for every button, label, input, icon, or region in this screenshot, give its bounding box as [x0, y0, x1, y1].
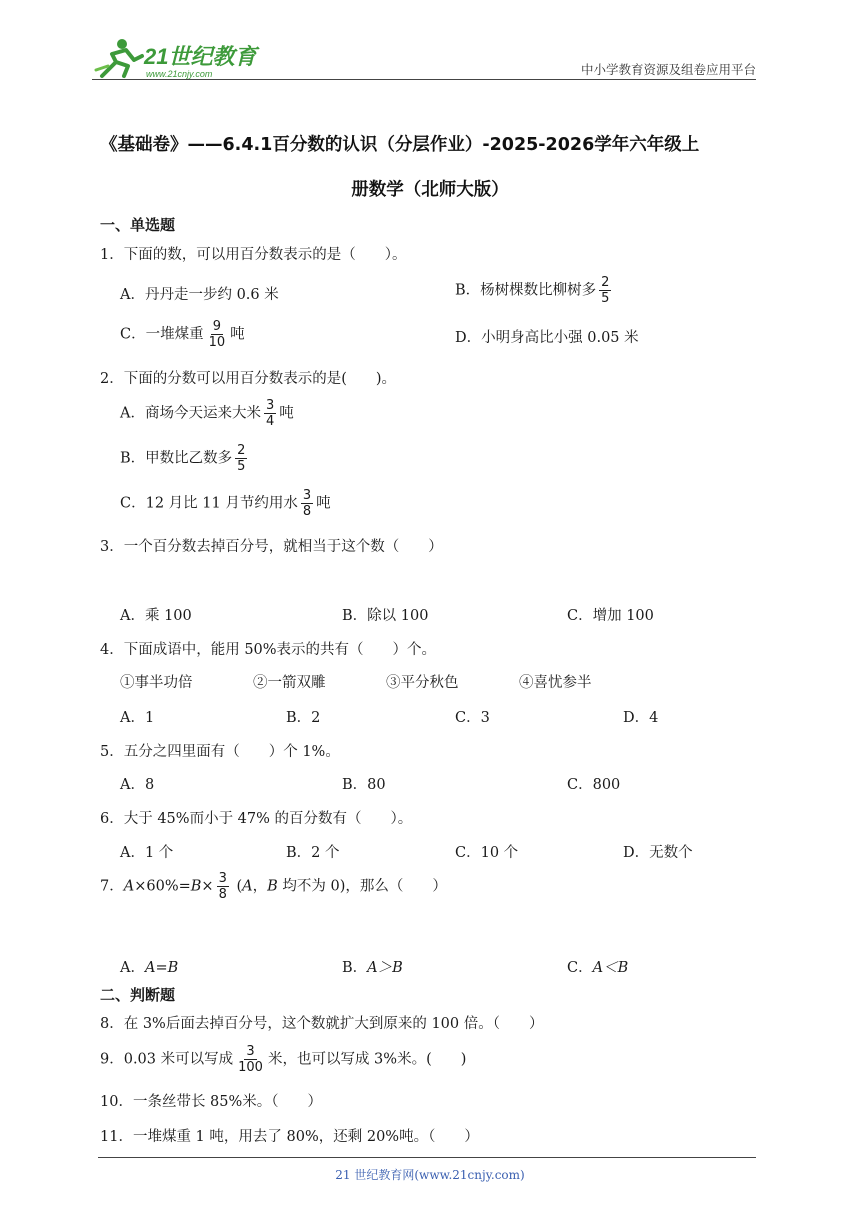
fraction: $\frac{3}{100}$ [238, 1044, 263, 1075]
question-10-stem: 10．一条丝带长 85%米。（ ） [100, 1094, 323, 1110]
page-title-line2: 册数学（北师大版） [351, 180, 509, 200]
fraction: $\frac{2}{5}$ [237, 443, 246, 474]
fraction: $\frac{3}{8}$ [218, 871, 227, 902]
logo-runner-icon [92, 36, 262, 80]
question-11-stem: 11．一堆煤重 1 吨，用去了 80%，还剩 20%吨。（ ） [100, 1129, 479, 1145]
page-title-line1: 《基础卷》——6.4.1百分数的认识（分层作业）-2025-2026学年六年级上 [100, 135, 700, 155]
question-6-stem: 6．大于 45%而小于 47% 的百分数有（ ）。 [100, 811, 413, 827]
question-4-idiom-3: ③平分秋色 [386, 675, 459, 691]
footer-divider [98, 1157, 756, 1158]
fraction: $\frac{9}{10}$ [208, 319, 226, 350]
question-2-option-c: C．12 月比 11 月节约用水 $\frac{3}{8}$ 吨 [120, 488, 331, 519]
question-1-option-c: C．一堆煤重 $\frac{9}{10}$ 吨 [120, 319, 245, 350]
question-1-option-d: D．小明身高比小强 0.05 米 [455, 330, 639, 346]
question-5-option-a: A．8 [120, 777, 155, 793]
question-4-idiom-1: ①事半功倍 [120, 675, 193, 691]
question-2-stem: 2．下面的分数可以用百分数表示的是( )。 [100, 371, 397, 387]
question-4-option-d: D．4 [623, 710, 659, 726]
question-7-stem: 7．A×60%=B× $\frac{3}{8}$ (A，B 均不为 0)，那么（ ） [100, 871, 447, 902]
logo-url: www.21cnjy.com [146, 69, 213, 79]
question-1-option-b: B．杨树棵数比柳树多 $\frac{2}{5}$ [455, 275, 610, 306]
question-7-option-c: C．A＜B [567, 960, 629, 976]
question-3-option-a: A．乘 100 [120, 608, 192, 624]
question-6-option-c: C．10 个 [455, 845, 519, 861]
question-6-option-d: D．无数个 [623, 845, 693, 861]
question-4-option-a: A．1 [120, 710, 155, 726]
question-1-option-a: A．丹丹走一步约 0.6 米 [120, 287, 279, 303]
section-heading-single-choice: 一、单选题 [100, 216, 176, 234]
question-6-option-a: A．1 个 [120, 845, 174, 861]
question-3-option-c: C．增加 100 [567, 608, 654, 624]
question-4-idiom-2: ②一箭双雕 [253, 675, 326, 691]
fraction: $\frac{3}{4}$ [265, 398, 275, 429]
question-5-option-c: C．800 [567, 777, 621, 793]
question-4-option-b: B．2 [286, 710, 321, 726]
question-7-option-a: A．A=B [120, 960, 179, 976]
question-5-stem: 5．五分之四里面有（ ）个 1%。 [100, 744, 340, 760]
question-8-stem: 8．在 3%后面去掉百分号，这个数就扩大到原来的 100 倍。（ ） [100, 1016, 544, 1032]
question-4-stem: 4．下面成语中，能用 50%表示的共有（ ）个。 [100, 642, 437, 658]
question-6-option-b: B．2 个 [286, 845, 340, 861]
header-divider [92, 79, 756, 80]
question-5-option-b: B．80 [342, 777, 386, 793]
question-4-idiom-4: ④喜忧参半 [519, 675, 592, 691]
fraction: $\frac{3}{8}$ [302, 488, 312, 519]
section-heading-true-false: 二、判断题 [100, 986, 176, 1004]
footer-site-text: 21 世纪教育网(www.21cnjy.com) [335, 1168, 525, 1182]
question-4-option-c: C．3 [455, 710, 490, 726]
question-3-stem: 3．一个百分数去掉百分号，就相当于这个数（ ） [100, 539, 443, 555]
question-2-option-a: A．商场今天运来大米 $\frac{3}{4}$ 吨 [120, 398, 294, 429]
logo-text: 21世纪教育 [144, 44, 257, 69]
question-9-stem: 9．0.03 米可以写成 $\frac{3}{100}$ 米，也可以写成 3%米。( ) [100, 1044, 467, 1075]
question-2-option-b: B．甲数比乙数多 $\frac{2}{5}$ [120, 443, 246, 474]
fraction: $\frac{2}{5}$ [601, 275, 610, 306]
question-3-option-b: B．除以 100 [342, 608, 429, 624]
header-platform-text: 中小学教育资源及组卷应用平台 [580, 62, 756, 77]
question-7-option-b: B．A＞B [342, 960, 403, 976]
question-1-stem: 1．下面的数，可以用百分数表示的是（ ）。 [100, 247, 407, 263]
logo [92, 36, 262, 80]
